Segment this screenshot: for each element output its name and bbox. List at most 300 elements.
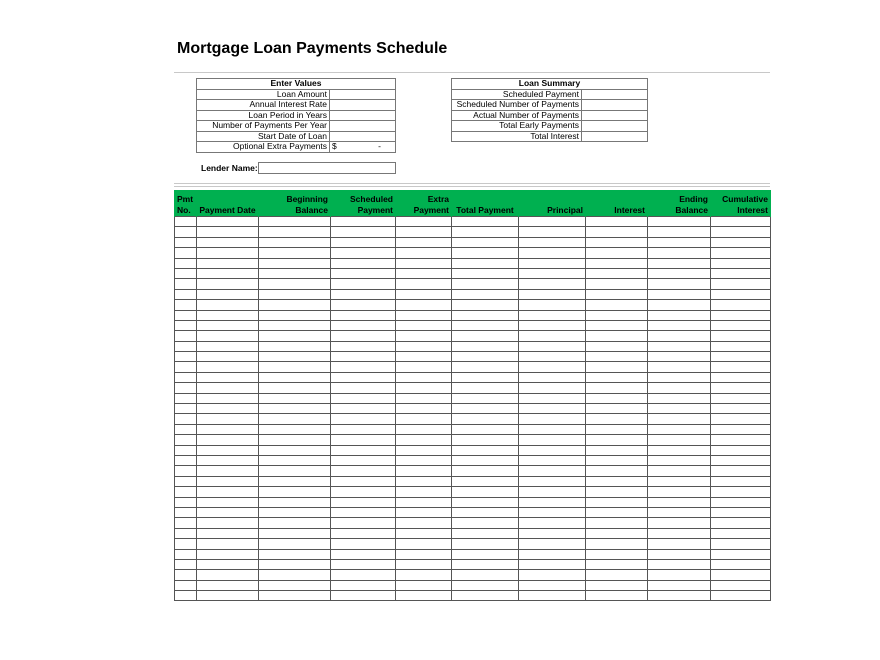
table-cell[interactable] (452, 580, 519, 590)
table-cell[interactable] (452, 487, 519, 497)
table-cell[interactable] (648, 455, 711, 465)
table-cell[interactable] (197, 237, 259, 247)
table-cell[interactable] (259, 279, 331, 289)
table-cell[interactable] (331, 549, 396, 559)
table-cell[interactable] (259, 476, 331, 486)
table-cell[interactable] (711, 217, 771, 227)
table-cell[interactable] (648, 352, 711, 362)
interest-rate-field[interactable] (330, 100, 396, 111)
table-cell[interactable] (452, 227, 519, 237)
table-cell[interactable] (396, 455, 452, 465)
table-cell[interactable] (586, 591, 648, 601)
table-cell[interactable] (711, 487, 771, 497)
table-cell[interactable] (711, 507, 771, 517)
table-cell[interactable] (519, 466, 586, 476)
table-cell[interactable] (175, 268, 197, 278)
table-cell[interactable] (452, 424, 519, 434)
table-cell[interactable] (519, 539, 586, 549)
table-cell[interactable] (175, 393, 197, 403)
table-cell[interactable] (259, 217, 331, 227)
table-cell[interactable] (396, 341, 452, 351)
table-cell[interactable] (452, 466, 519, 476)
table-cell[interactable] (197, 445, 259, 455)
table-cell[interactable] (396, 424, 452, 434)
table-cell[interactable] (519, 424, 586, 434)
table-cell[interactable] (711, 559, 771, 569)
table-cell[interactable] (586, 435, 648, 445)
table-cell[interactable] (259, 300, 331, 310)
table-cell[interactable] (175, 310, 197, 320)
table-cell[interactable] (648, 518, 711, 528)
table-cell[interactable] (452, 289, 519, 299)
table-cell[interactable] (711, 248, 771, 258)
table-cell[interactable] (331, 310, 396, 320)
table-cell[interactable] (175, 570, 197, 580)
table-cell[interactable] (331, 289, 396, 299)
table-cell[interactable] (197, 341, 259, 351)
table-cell[interactable] (519, 435, 586, 445)
table-cell[interactable] (259, 258, 331, 268)
table-cell[interactable] (648, 580, 711, 590)
table-cell[interactable] (175, 237, 197, 247)
table-cell[interactable] (396, 393, 452, 403)
table-cell[interactable] (331, 352, 396, 362)
table-cell[interactable] (396, 570, 452, 580)
table-cell[interactable] (586, 476, 648, 486)
table-cell[interactable] (452, 248, 519, 258)
table-cell[interactable] (197, 570, 259, 580)
payments-per-year-field[interactable] (330, 121, 396, 132)
table-cell[interactable] (711, 570, 771, 580)
table-cell[interactable] (175, 414, 197, 424)
table-cell[interactable] (331, 268, 396, 278)
table-cell[interactable] (586, 372, 648, 382)
table-cell[interactable] (452, 528, 519, 538)
table-cell[interactable] (452, 455, 519, 465)
table-cell[interactable] (331, 404, 396, 414)
table-cell[interactable] (586, 424, 648, 434)
table-cell[interactable] (519, 487, 586, 497)
table-cell[interactable] (586, 539, 648, 549)
table-cell[interactable] (648, 404, 711, 414)
table-cell[interactable] (519, 414, 586, 424)
table-cell[interactable] (396, 300, 452, 310)
table-cell[interactable] (331, 466, 396, 476)
table-cell[interactable] (259, 362, 331, 372)
table-cell[interactable] (711, 591, 771, 601)
table-cell[interactable] (396, 445, 452, 455)
table-cell[interactable] (175, 248, 197, 258)
table-cell[interactable] (259, 414, 331, 424)
table-cell[interactable] (519, 393, 586, 403)
table-cell[interactable] (648, 414, 711, 424)
table-cell[interactable] (586, 528, 648, 538)
table-cell[interactable] (259, 591, 331, 601)
table-cell[interactable] (586, 268, 648, 278)
table-cell[interactable] (648, 476, 711, 486)
table-cell[interactable] (197, 435, 259, 445)
table-cell[interactable] (197, 580, 259, 590)
table-cell[interactable] (452, 549, 519, 559)
table-cell[interactable] (648, 539, 711, 549)
table-cell[interactable] (586, 258, 648, 268)
table-cell[interactable] (711, 237, 771, 247)
extra-payments-field[interactable] (330, 142, 396, 153)
table-cell[interactable] (519, 580, 586, 590)
table-cell[interactable] (586, 487, 648, 497)
table-cell[interactable] (331, 248, 396, 258)
table-cell[interactable] (396, 559, 452, 569)
table-cell[interactable] (648, 248, 711, 258)
table-cell[interactable] (452, 507, 519, 517)
table-cell[interactable] (175, 320, 197, 330)
table-cell[interactable] (396, 310, 452, 320)
table-cell[interactable] (197, 393, 259, 403)
table-cell[interactable] (259, 268, 331, 278)
table-cell[interactable] (197, 248, 259, 258)
table-cell[interactable] (711, 414, 771, 424)
table-cell[interactable] (396, 320, 452, 330)
table-cell[interactable] (259, 497, 331, 507)
table-cell[interactable] (175, 424, 197, 434)
table-cell[interactable] (452, 539, 519, 549)
table-cell[interactable] (396, 528, 452, 538)
table-cell[interactable] (711, 279, 771, 289)
table-cell[interactable] (711, 497, 771, 507)
table-cell[interactable] (586, 455, 648, 465)
table-cell[interactable] (519, 518, 586, 528)
table-cell[interactable] (259, 518, 331, 528)
table-cell[interactable] (586, 341, 648, 351)
table-cell[interactable] (259, 248, 331, 258)
table-cell[interactable] (396, 518, 452, 528)
table-cell[interactable] (452, 362, 519, 372)
table-cell[interactable] (711, 445, 771, 455)
table-cell[interactable] (519, 549, 586, 559)
table-cell[interactable] (648, 591, 711, 601)
table-cell[interactable] (259, 570, 331, 580)
table-cell[interactable] (711, 424, 771, 434)
table-cell[interactable] (175, 591, 197, 601)
table-cell[interactable] (396, 258, 452, 268)
table-cell[interactable] (586, 300, 648, 310)
table-cell[interactable] (648, 487, 711, 497)
table-cell[interactable] (586, 362, 648, 372)
table-cell[interactable] (259, 331, 331, 341)
table-cell[interactable] (175, 341, 197, 351)
table-cell[interactable] (259, 507, 331, 517)
table-cell[interactable] (452, 268, 519, 278)
table-cell[interactable] (259, 227, 331, 237)
table-cell[interactable] (259, 383, 331, 393)
table-cell[interactable] (711, 435, 771, 445)
loan-period-field[interactable] (330, 110, 396, 121)
table-cell[interactable] (711, 258, 771, 268)
table-cell[interactable] (331, 258, 396, 268)
table-cell[interactable] (331, 580, 396, 590)
table-cell[interactable] (648, 227, 711, 237)
table-cell[interactable] (259, 455, 331, 465)
table-cell[interactable] (519, 279, 586, 289)
table-cell[interactable] (396, 487, 452, 497)
table-cell[interactable] (197, 331, 259, 341)
table-cell[interactable] (396, 372, 452, 382)
table-cell[interactable] (197, 466, 259, 476)
table-cell[interactable] (331, 393, 396, 403)
table-cell[interactable] (519, 341, 586, 351)
table-cell[interactable] (175, 217, 197, 227)
table-cell[interactable] (711, 289, 771, 299)
table-cell[interactable] (331, 424, 396, 434)
table-cell[interactable] (648, 289, 711, 299)
table-cell[interactable] (331, 570, 396, 580)
table-cell[interactable] (648, 559, 711, 569)
table-cell[interactable] (175, 331, 197, 341)
table-cell[interactable] (648, 549, 711, 559)
table-cell[interactable] (519, 404, 586, 414)
table-cell[interactable] (197, 539, 259, 549)
table-cell[interactable] (648, 341, 711, 351)
table-cell[interactable] (331, 445, 396, 455)
table-cell[interactable] (331, 487, 396, 497)
table-cell[interactable] (331, 518, 396, 528)
table-cell[interactable] (519, 289, 586, 299)
table-cell[interactable] (259, 549, 331, 559)
table-cell[interactable] (519, 372, 586, 382)
table-cell[interactable] (711, 383, 771, 393)
table-cell[interactable] (648, 507, 711, 517)
table-cell[interactable] (175, 559, 197, 569)
table-cell[interactable] (331, 414, 396, 424)
table-cell[interactable] (452, 559, 519, 569)
table-cell[interactable] (396, 362, 452, 372)
table-cell[interactable] (197, 487, 259, 497)
table-cell[interactable] (259, 310, 331, 320)
table-cell[interactable] (586, 279, 648, 289)
table-cell[interactable] (175, 289, 197, 299)
table-cell[interactable] (331, 279, 396, 289)
table-cell[interactable] (648, 528, 711, 538)
table-cell[interactable] (259, 539, 331, 549)
start-date-field[interactable] (330, 131, 396, 142)
table-cell[interactable] (259, 528, 331, 538)
table-cell[interactable] (711, 528, 771, 538)
table-cell[interactable] (452, 352, 519, 362)
table-cell[interactable] (519, 217, 586, 227)
table-cell[interactable] (331, 331, 396, 341)
table-cell[interactable] (586, 507, 648, 517)
table-cell[interactable] (452, 435, 519, 445)
table-cell[interactable] (452, 570, 519, 580)
table-cell[interactable] (519, 383, 586, 393)
table-cell[interactable] (648, 217, 711, 227)
table-cell[interactable] (519, 591, 586, 601)
table-cell[interactable] (586, 248, 648, 258)
table-cell[interactable] (197, 258, 259, 268)
table-cell[interactable] (396, 549, 452, 559)
table-cell[interactable] (452, 341, 519, 351)
table-cell[interactable] (396, 476, 452, 486)
table-cell[interactable] (175, 435, 197, 445)
table-cell[interactable] (259, 320, 331, 330)
table-cell[interactable] (586, 237, 648, 247)
table-cell[interactable] (259, 372, 331, 382)
table-cell[interactable] (197, 217, 259, 227)
table-cell[interactable] (175, 497, 197, 507)
table-cell[interactable] (175, 455, 197, 465)
table-cell[interactable] (519, 331, 586, 341)
table-cell[interactable] (452, 591, 519, 601)
table-cell[interactable] (586, 549, 648, 559)
table-cell[interactable] (331, 320, 396, 330)
table-cell[interactable] (331, 539, 396, 549)
table-cell[interactable] (259, 466, 331, 476)
table-cell[interactable] (331, 559, 396, 569)
table-cell[interactable] (197, 362, 259, 372)
table-cell[interactable] (648, 268, 711, 278)
table-cell[interactable] (396, 268, 452, 278)
table-cell[interactable] (396, 435, 452, 445)
table-cell[interactable] (711, 331, 771, 341)
table-cell[interactable] (586, 497, 648, 507)
table-cell[interactable] (396, 507, 452, 517)
table-cell[interactable] (452, 383, 519, 393)
table-cell[interactable] (519, 227, 586, 237)
table-cell[interactable] (452, 320, 519, 330)
table-cell[interactable] (396, 237, 452, 247)
table-cell[interactable] (648, 497, 711, 507)
table-cell[interactable] (648, 570, 711, 580)
table-cell[interactable] (711, 404, 771, 414)
table-cell[interactable] (331, 372, 396, 382)
table-cell[interactable] (197, 289, 259, 299)
table-cell[interactable] (175, 383, 197, 393)
table-cell[interactable] (197, 414, 259, 424)
table-cell[interactable] (197, 279, 259, 289)
table-cell[interactable] (586, 320, 648, 330)
table-cell[interactable] (519, 300, 586, 310)
table-cell[interactable] (175, 528, 197, 538)
table-cell[interactable] (259, 487, 331, 497)
table-cell[interactable] (711, 362, 771, 372)
table-cell[interactable] (396, 352, 452, 362)
table-cell[interactable] (197, 352, 259, 362)
table-cell[interactable] (331, 497, 396, 507)
table-cell[interactable] (175, 580, 197, 590)
table-cell[interactable] (396, 279, 452, 289)
table-cell[interactable] (197, 528, 259, 538)
table-cell[interactable] (452, 518, 519, 528)
table-cell[interactable] (175, 549, 197, 559)
table-cell[interactable] (519, 570, 586, 580)
table-cell[interactable] (519, 528, 586, 538)
table-cell[interactable] (175, 445, 197, 455)
table-cell[interactable] (175, 300, 197, 310)
table-cell[interactable] (175, 476, 197, 486)
table-cell[interactable] (452, 497, 519, 507)
table-cell[interactable] (175, 362, 197, 372)
table-cell[interactable] (175, 404, 197, 414)
table-cell[interactable] (586, 289, 648, 299)
table-cell[interactable] (519, 445, 586, 455)
table-cell[interactable] (648, 466, 711, 476)
table-cell[interactable] (197, 497, 259, 507)
table-cell[interactable] (331, 476, 396, 486)
table-cell[interactable] (452, 331, 519, 341)
table-cell[interactable] (259, 559, 331, 569)
table-cell[interactable] (452, 217, 519, 227)
table-cell[interactable] (331, 217, 396, 227)
table-cell[interactable] (259, 393, 331, 403)
table-cell[interactable] (197, 268, 259, 278)
table-cell[interactable] (586, 466, 648, 476)
table-cell[interactable] (648, 424, 711, 434)
table-cell[interactable] (648, 393, 711, 403)
table-cell[interactable] (396, 591, 452, 601)
table-cell[interactable] (259, 424, 331, 434)
table-cell[interactable] (331, 237, 396, 247)
table-cell[interactable] (175, 372, 197, 382)
table-cell[interactable] (519, 320, 586, 330)
table-cell[interactable] (259, 404, 331, 414)
table-cell[interactable] (711, 372, 771, 382)
table-cell[interactable] (648, 300, 711, 310)
table-cell[interactable] (586, 331, 648, 341)
table-cell[interactable] (586, 227, 648, 237)
table-cell[interactable] (259, 435, 331, 445)
table-cell[interactable] (396, 414, 452, 424)
table-cell[interactable] (197, 404, 259, 414)
table-cell[interactable] (452, 404, 519, 414)
table-cell[interactable] (648, 435, 711, 445)
table-cell[interactable] (452, 372, 519, 382)
table-cell[interactable] (175, 279, 197, 289)
table-cell[interactable] (648, 258, 711, 268)
table-cell[interactable] (197, 559, 259, 569)
table-cell[interactable] (175, 352, 197, 362)
table-cell[interactable] (648, 310, 711, 320)
table-cell[interactable] (586, 217, 648, 227)
table-cell[interactable] (519, 362, 586, 372)
table-cell[interactable] (331, 341, 396, 351)
table-cell[interactable] (452, 476, 519, 486)
table-cell[interactable] (197, 320, 259, 330)
table-cell[interactable] (259, 445, 331, 455)
table-cell[interactable] (519, 497, 586, 507)
table-cell[interactable] (396, 466, 452, 476)
table-cell[interactable] (259, 341, 331, 351)
table-cell[interactable] (197, 455, 259, 465)
table-cell[interactable] (711, 466, 771, 476)
table-cell[interactable] (331, 227, 396, 237)
table-cell[interactable] (711, 580, 771, 590)
table-cell[interactable] (396, 227, 452, 237)
table-cell[interactable] (648, 279, 711, 289)
table-cell[interactable] (331, 383, 396, 393)
table-cell[interactable] (396, 248, 452, 258)
table-cell[interactable] (586, 570, 648, 580)
table-cell[interactable] (519, 455, 586, 465)
table-cell[interactable] (259, 289, 331, 299)
table-cell[interactable] (711, 352, 771, 362)
table-cell[interactable] (519, 310, 586, 320)
table-cell[interactable] (331, 435, 396, 445)
table-cell[interactable] (711, 549, 771, 559)
table-cell[interactable] (452, 445, 519, 455)
table-cell[interactable] (396, 497, 452, 507)
table-cell[interactable] (175, 518, 197, 528)
table-cell[interactable] (259, 580, 331, 590)
